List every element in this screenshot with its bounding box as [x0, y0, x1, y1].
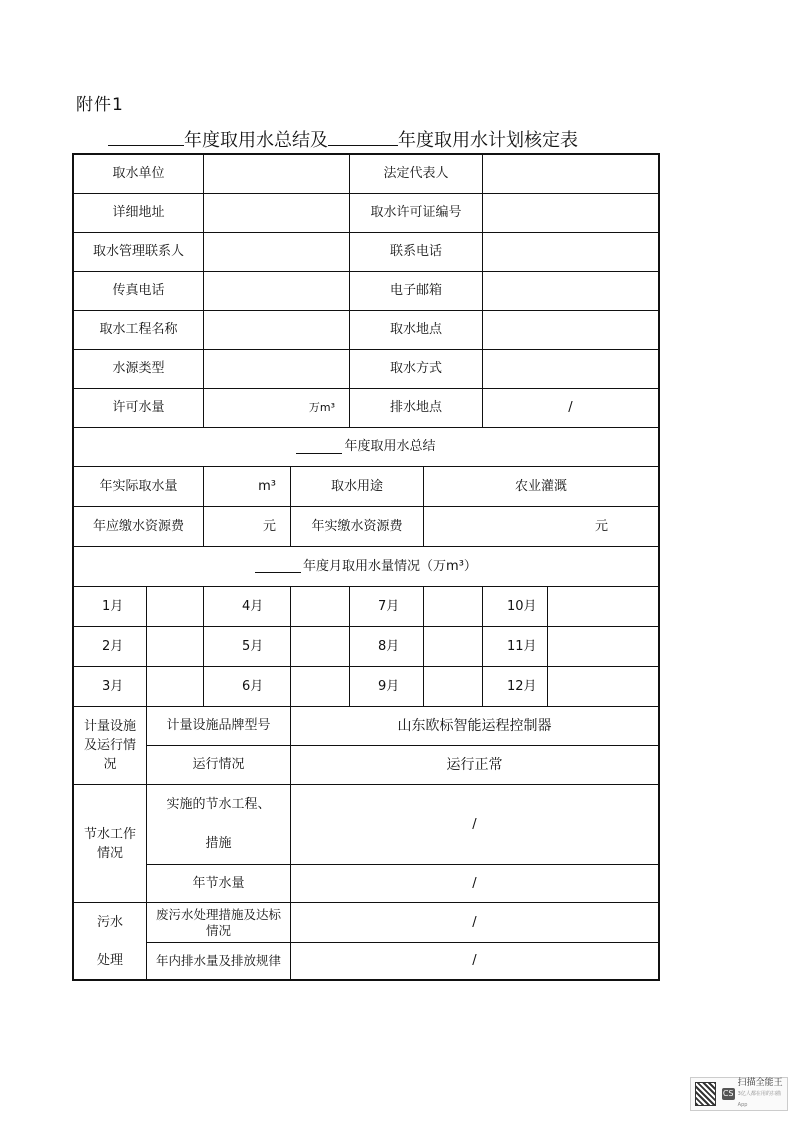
- scanner-sub: 3亿人都在用的扫描App: [737, 1090, 781, 1108]
- field-intake-method[interactable]: [483, 350, 658, 389]
- label-saving-measures-2: 措施: [205, 836, 232, 852]
- label-meter-brand: 计量设施品牌型号: [147, 707, 291, 746]
- label-discharge-pattern: 年内排水量及排放规律: [147, 943, 291, 979]
- month-label: 1月: [74, 587, 147, 627]
- water-saving-section-label: 节水工作情况: [74, 785, 147, 903]
- qr-code-icon: [695, 1082, 716, 1106]
- field-project-name[interactable]: [204, 311, 350, 350]
- field-phone[interactable]: [483, 233, 658, 272]
- month-label: 6月: [204, 667, 291, 707]
- scanner-name: 扫描全能王: [737, 1077, 783, 1088]
- field-permit-no[interactable]: [483, 194, 658, 233]
- monthly-header-text: 年度月取用水量情况（万m³）: [303, 558, 477, 574]
- month-label: 8月: [350, 627, 424, 667]
- month-value-field[interactable]: [424, 667, 483, 707]
- fee-due-unit: 元: [262, 518, 276, 534]
- field-annual-saving[interactable]: /: [291, 865, 658, 903]
- month-label: 11月: [483, 627, 548, 667]
- field-sewage-treatment[interactable]: /: [291, 903, 658, 943]
- field-contact-person[interactable]: [204, 233, 350, 272]
- label-address: 详细地址: [74, 194, 204, 233]
- field-meter-status[interactable]: 运行正常: [291, 746, 658, 785]
- month-label: 10月: [483, 587, 548, 627]
- field-fee-paid[interactable]: [424, 507, 658, 547]
- month-label: 2月: [74, 627, 147, 667]
- month-label: 9月: [350, 667, 424, 707]
- label-discharge-location: 排水地点: [350, 389, 483, 428]
- title-part-2: 年度取用水计划核定表: [398, 130, 578, 151]
- field-permit-volume[interactable]: [204, 389, 350, 428]
- sewage-label-1: 污水: [96, 914, 123, 930]
- summary-year-blank: [296, 441, 342, 454]
- label-sewage-treatment: 废污水处理措施及达标情况: [147, 903, 291, 943]
- label-phone: 联系电话: [350, 233, 483, 272]
- attachment-label: 附件1: [76, 95, 124, 115]
- year-blank-2: [328, 129, 398, 146]
- label-contact-person: 取水管理联系人: [74, 233, 204, 272]
- month-value-field[interactable]: [147, 667, 204, 707]
- label-fee-paid: 年实缴水资源费: [291, 507, 424, 547]
- field-actual-volume[interactable]: [204, 467, 291, 507]
- label-actual-volume: 年实际取水量: [74, 467, 204, 507]
- label-permit-no: 取水许可证编号: [350, 194, 483, 233]
- sewage-label-2: 处理: [96, 952, 123, 968]
- month-label: 7月: [350, 587, 424, 627]
- year-blank-1: [108, 129, 184, 146]
- month-value-field[interactable]: [548, 667, 658, 707]
- sewage-section-label: [74, 903, 147, 979]
- summary-header-text: 年度取用水总结: [344, 439, 436, 454]
- camscanner-logo-icon: CS: [722, 1089, 734, 1098]
- label-fax: 传真电话: [74, 272, 204, 311]
- form-table: [72, 153, 660, 981]
- label-water-use: 取水用途: [291, 467, 424, 507]
- month-label: 4月: [204, 587, 291, 627]
- label-permit-volume: 许可水量: [74, 389, 204, 428]
- field-meter-brand[interactable]: 山东欧标智能运程控制器: [291, 707, 658, 746]
- monthly-year-blank: [255, 560, 301, 573]
- field-source-type[interactable]: [204, 350, 350, 389]
- permit-volume-unit: 万m³: [308, 401, 335, 414]
- field-legal-rep[interactable]: [483, 155, 658, 194]
- page-title: [108, 126, 668, 152]
- month-value-field[interactable]: [548, 627, 658, 667]
- field-water-unit[interactable]: [204, 155, 350, 194]
- field-saving-measures[interactable]: /: [291, 785, 658, 865]
- month-value-field[interactable]: [424, 627, 483, 667]
- label-source-type: 水源类型: [74, 350, 204, 389]
- month-value-field[interactable]: [291, 627, 350, 667]
- month-value-field[interactable]: [548, 587, 658, 627]
- label-saving-measures: [147, 785, 291, 865]
- label-saving-measures-1: 实施的节水工程、: [166, 796, 271, 812]
- label-fee-due: 年应缴水资源费: [74, 507, 204, 547]
- actual-volume-unit: m³: [258, 478, 276, 494]
- metering-section-label: 计量设施及运行情况: [74, 707, 147, 785]
- month-label: 5月: [204, 627, 291, 667]
- monthly-header: [74, 547, 658, 587]
- label-intake-location: 取水地点: [350, 311, 483, 350]
- field-discharge-pattern[interactable]: /: [472, 953, 477, 968]
- month-value-field[interactable]: [291, 667, 350, 707]
- month-value-field[interactable]: [424, 587, 483, 627]
- month-value-field[interactable]: [147, 627, 204, 667]
- scanner-badge: [690, 1077, 788, 1111]
- label-annual-saving: 年节水量: [147, 865, 291, 903]
- field-email[interactable]: [483, 272, 658, 311]
- label-email: 电子邮箱: [350, 272, 483, 311]
- field-fee-due[interactable]: [204, 507, 291, 547]
- label-legal-rep: 法定代表人: [350, 155, 483, 194]
- fee-paid-unit: 元: [594, 518, 608, 534]
- label-intake-method: 取水方式: [350, 350, 483, 389]
- field-address[interactable]: [204, 194, 350, 233]
- label-water-unit: 取水单位: [74, 155, 204, 194]
- title-part-1: 年度取用水总结及: [184, 130, 328, 151]
- field-water-use[interactable]: 农业灌溉: [424, 467, 658, 507]
- month-label: 3月: [74, 667, 147, 707]
- field-intake-location[interactable]: [483, 311, 658, 350]
- label-project-name: 取水工程名称: [74, 311, 204, 350]
- month-label: 12月: [483, 667, 548, 707]
- month-value-field[interactable]: [291, 587, 350, 627]
- label-meter-status: 运行情况: [147, 746, 291, 785]
- field-discharge-location[interactable]: /: [483, 389, 658, 428]
- summary-header: [74, 428, 658, 467]
- field-fax[interactable]: [204, 272, 350, 311]
- month-value-field[interactable]: [147, 587, 204, 627]
